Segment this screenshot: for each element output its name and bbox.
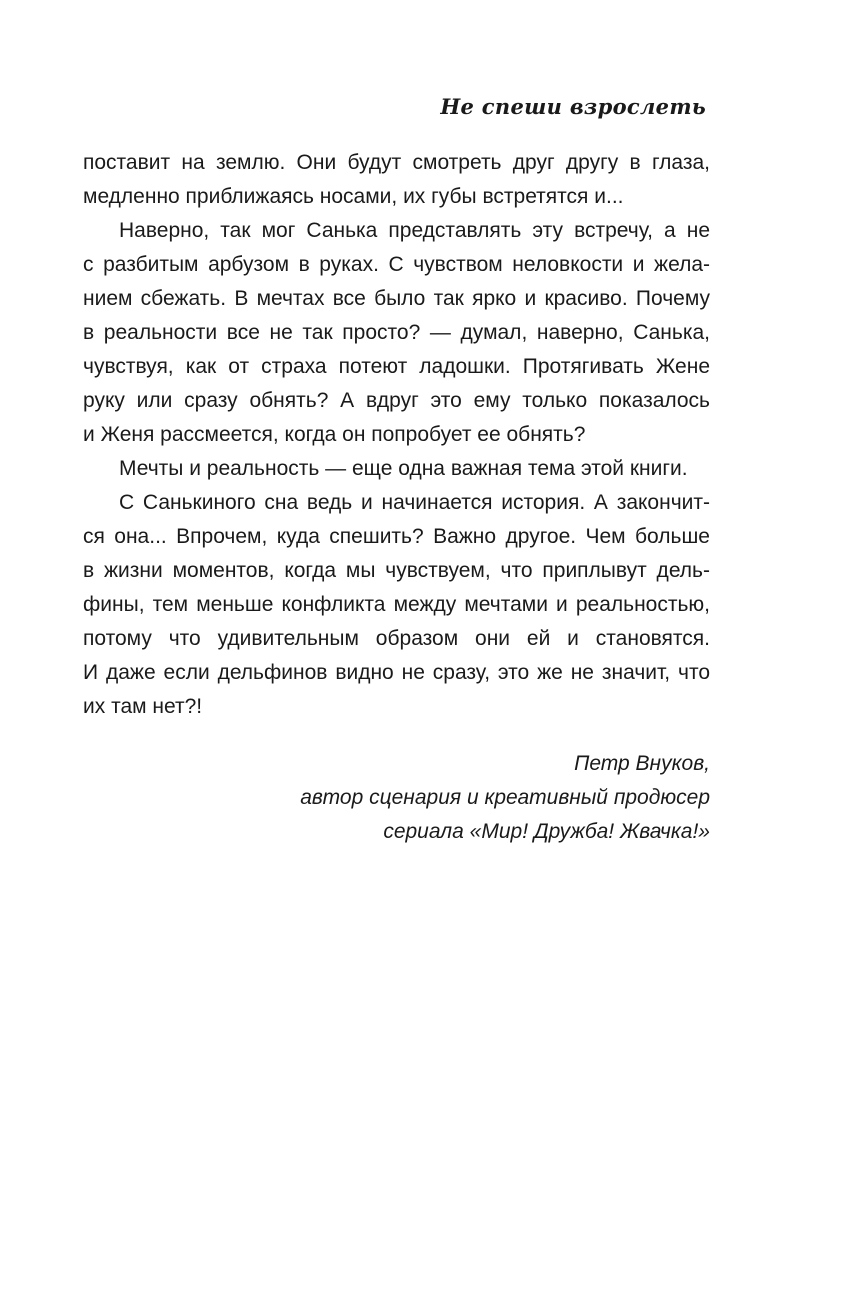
text-line: в жизни моментов, когда мы чувствуем, что приплывут дель- [83,559,710,582]
text-line: чувствуя, как от страха потеют ладошки. Протягивать Жене [83,355,710,378]
text-line: С Санькиного сна ведь и начинается история. А закончит- [119,491,710,514]
text-line: поставит на землю. Они будут смотреть друг другу в глаза, [83,151,710,174]
text-line: ся она... Впрочем, куда спешить? Важно другое. Чем больше [83,525,710,548]
text-line: И даже если дельфинов видно не сразу, это же не значит, что [83,661,710,684]
text-line: нием сбежать. В мечтах все было так ярко и красиво. Почему [83,287,710,310]
body-text [83,146,710,724]
text-line: медленно приближаясь носами, их губы встретятся и... [83,185,624,208]
text-line: их там нет?! [83,695,203,718]
signature-block [110,747,710,849]
text-line: руку или сразу обнять? А вдруг это ему только показалось [83,389,710,412]
series-title: сериала «Мир! Дружба! Жвачка!» [383,820,710,843]
text-line: потому что удивительным образом они ей и становятся. [83,627,710,650]
author-name: Петр Внуков, [574,752,710,775]
text-line: Мечты и реальность — еще одна важная тема этой книги. [119,457,688,480]
text-line: и Женя рассмеется, когда он попробует ее обнять? [83,423,586,446]
text-line: в реальности все не так просто? — думал, наверно, Санька, [83,321,710,344]
text-line: фины, тем меньше конфликта между мечтами и реальностью, [83,593,710,616]
author-role: автор сценария и креативный продюсер [300,786,710,809]
text-line: Наверно, так мог Санька представлять эту встречу, а не [119,219,710,242]
text-line: с разбитым арбузом в руках. С чувством неловкости и жела- [83,253,710,276]
running-header: Не спеши взрослеть [440,94,706,119]
